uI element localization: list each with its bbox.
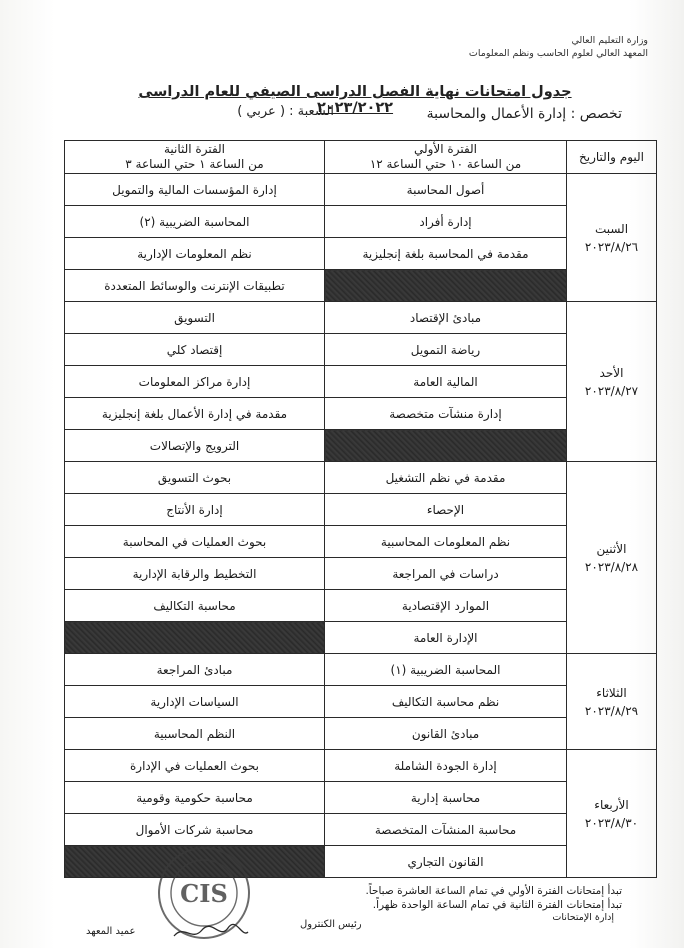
- footer-notes: [365, 884, 622, 912]
- day-name: الأربعاء: [594, 797, 629, 812]
- period-1-course: مبادئ الإقتصاد: [325, 302, 567, 334]
- period-1-course: الموارد الإقتصادية: [325, 590, 567, 622]
- day-date: ٢٠٢٣/٨/٢٦: [584, 239, 639, 254]
- period-2-course: محاسبة شركات الأموال: [65, 814, 325, 846]
- day-date-cell: [567, 654, 657, 750]
- specialization-label: تخصص : إدارة الأعمال والمحاسبة: [426, 106, 622, 122]
- blacked-out-cell: [325, 430, 567, 462]
- period-1-course: مقدمة في نظم التشغيل: [325, 462, 567, 494]
- period-2-course: محاسبة حكومية وقومية: [65, 782, 325, 814]
- period-2-course: مقدمة في إدارة الأعمال بلغة إنجليزية: [65, 398, 325, 430]
- dean-signature: عميد المعهد: [86, 926, 136, 937]
- day-date-cell: [567, 174, 657, 302]
- day-name: السبت: [594, 221, 629, 236]
- header-period-1: [325, 141, 567, 174]
- period-1-course: إدارة الجودة الشاملة: [325, 750, 567, 782]
- period-2-course: إدارة الأنتاج: [65, 494, 325, 526]
- table-row: [65, 174, 657, 206]
- period-1-course: نظم المعلومات المحاسبية: [325, 526, 567, 558]
- period-1-course: محاسبة إدارية: [325, 782, 567, 814]
- footer-note-period-1: تبدأ إمتحانات الفترة الأولي في تمام الساعة العاشرة صباحاً.: [365, 885, 622, 897]
- period-1-course: نظم محاسبة التكاليف: [325, 686, 567, 718]
- period-1-time: من الساعة ١٠ حتي الساعة ١٢: [369, 157, 522, 171]
- day-date: ٢٠٢٣/٨/٣٠: [584, 815, 639, 830]
- day-date: ٢٠٢٣/٨/٢٧: [584, 383, 639, 398]
- period-2-course: المحاسبة الضريبية (٢): [65, 206, 325, 238]
- handwritten-signature: [170, 920, 250, 944]
- period-2-course: محاسبة التكاليف: [65, 590, 325, 622]
- day-name: الأثنين: [596, 541, 627, 556]
- document-title: جدول امتحانات نهاية الفصل الدراسى الصيفي للعام الدراسى ٢٠٢٣/٢٠٢٢: [138, 84, 572, 116]
- period-2-course: النظم المحاسبية: [65, 718, 325, 750]
- day-date: ٢٠٢٣/٨/٢٨: [584, 559, 639, 574]
- institute-name: المعهد العالي لعلوم الحاسب ونظم المعلومات: [468, 48, 648, 59]
- day-date-cell: [567, 302, 657, 462]
- period-2-course: نظم المعلومات الإدارية: [65, 238, 325, 270]
- period-2-title: الفترة الثانية: [163, 142, 226, 156]
- period-1-course: إدارة أفراد: [325, 206, 567, 238]
- header-period-2: [65, 141, 325, 174]
- table-row: [65, 654, 657, 686]
- blacked-out-cell: [325, 270, 567, 302]
- header-day-date: اليوم والتاريخ: [567, 141, 657, 174]
- footer-note-period-2: تبدأ إمتحانات الفترة الثانية في تمام الساعة الواحدة ظهراً.: [372, 899, 622, 911]
- period-1-course: الإدارة العامة: [325, 622, 567, 654]
- schedule-body: [65, 174, 657, 878]
- period-2-course: بحوث العمليات في الإدارة: [65, 750, 325, 782]
- day-name: الثلاثاء: [596, 685, 627, 700]
- period-1-course: المالية العامة: [325, 366, 567, 398]
- period-2-course: إدارة المؤسسات المالية والتمويل: [65, 174, 325, 206]
- period-1-title: الفترة الأولي: [413, 142, 478, 156]
- period-2-course: التخطيط والرقابة الإدارية: [65, 558, 325, 590]
- period-2-course: بحوث العمليات في المحاسبة: [65, 526, 325, 558]
- period-2-course: إدارة مراكز المعلومات: [65, 366, 325, 398]
- period-2-course: بحوث التسويق: [65, 462, 325, 494]
- period-1-course: أصول المحاسبة: [325, 174, 567, 206]
- table-header-row: [65, 141, 657, 174]
- table-row: [65, 302, 657, 334]
- period-2-course: الترويج والإتصالات: [65, 430, 325, 462]
- table-row: [65, 462, 657, 494]
- period-2-course: التسويق: [65, 302, 325, 334]
- period-2-course: السياسات الإدارية: [65, 686, 325, 718]
- day-date: ٢٠٢٣/٨/٢٩: [584, 703, 639, 718]
- day-name: الأحد: [599, 365, 624, 380]
- period-1-course: محاسبة المنشآت المتخصصة: [325, 814, 567, 846]
- period-1-course: دراسات في المراجعة: [325, 558, 567, 590]
- division-label: الشعبة : ( عربي ): [237, 104, 334, 119]
- day-date-cell: [567, 462, 657, 654]
- exams-admin-signature: إدارة الإمتحانات: [552, 912, 614, 923]
- period-1-course: المحاسبة الضريبية (١): [325, 654, 567, 686]
- period-1-course: إدارة منشآت متخصصة: [325, 398, 567, 430]
- blacked-out-cell: [65, 622, 325, 654]
- period-2-course: إقتصاد كلي: [65, 334, 325, 366]
- period-2-course: مبادئ المراجعة: [65, 654, 325, 686]
- day-date-cell: [567, 750, 657, 878]
- period-1-course: مبادئ القانون: [325, 718, 567, 750]
- period-1-course: الإحصاء: [325, 494, 567, 526]
- period-1-course: القانون التجاري: [325, 846, 567, 878]
- schedule-table: [64, 140, 657, 878]
- period-2-course: تطبيقات الإنترنت والوسائط المتعددة: [65, 270, 325, 302]
- period-1-course: مقدمة في المحاسبة بلغة إنجليزية: [325, 238, 567, 270]
- ministry-name: وزارة التعليم العالي: [571, 35, 648, 46]
- period-1-course: رياضة التمويل: [325, 334, 567, 366]
- table-row: [65, 750, 657, 782]
- institution-header: [469, 34, 648, 60]
- stamp-text: CIS: [180, 879, 228, 908]
- period-2-time: من الساعة ١ حتي الساعة ٣: [125, 157, 264, 171]
- control-head-signature: رئيس الكنترول: [300, 919, 362, 930]
